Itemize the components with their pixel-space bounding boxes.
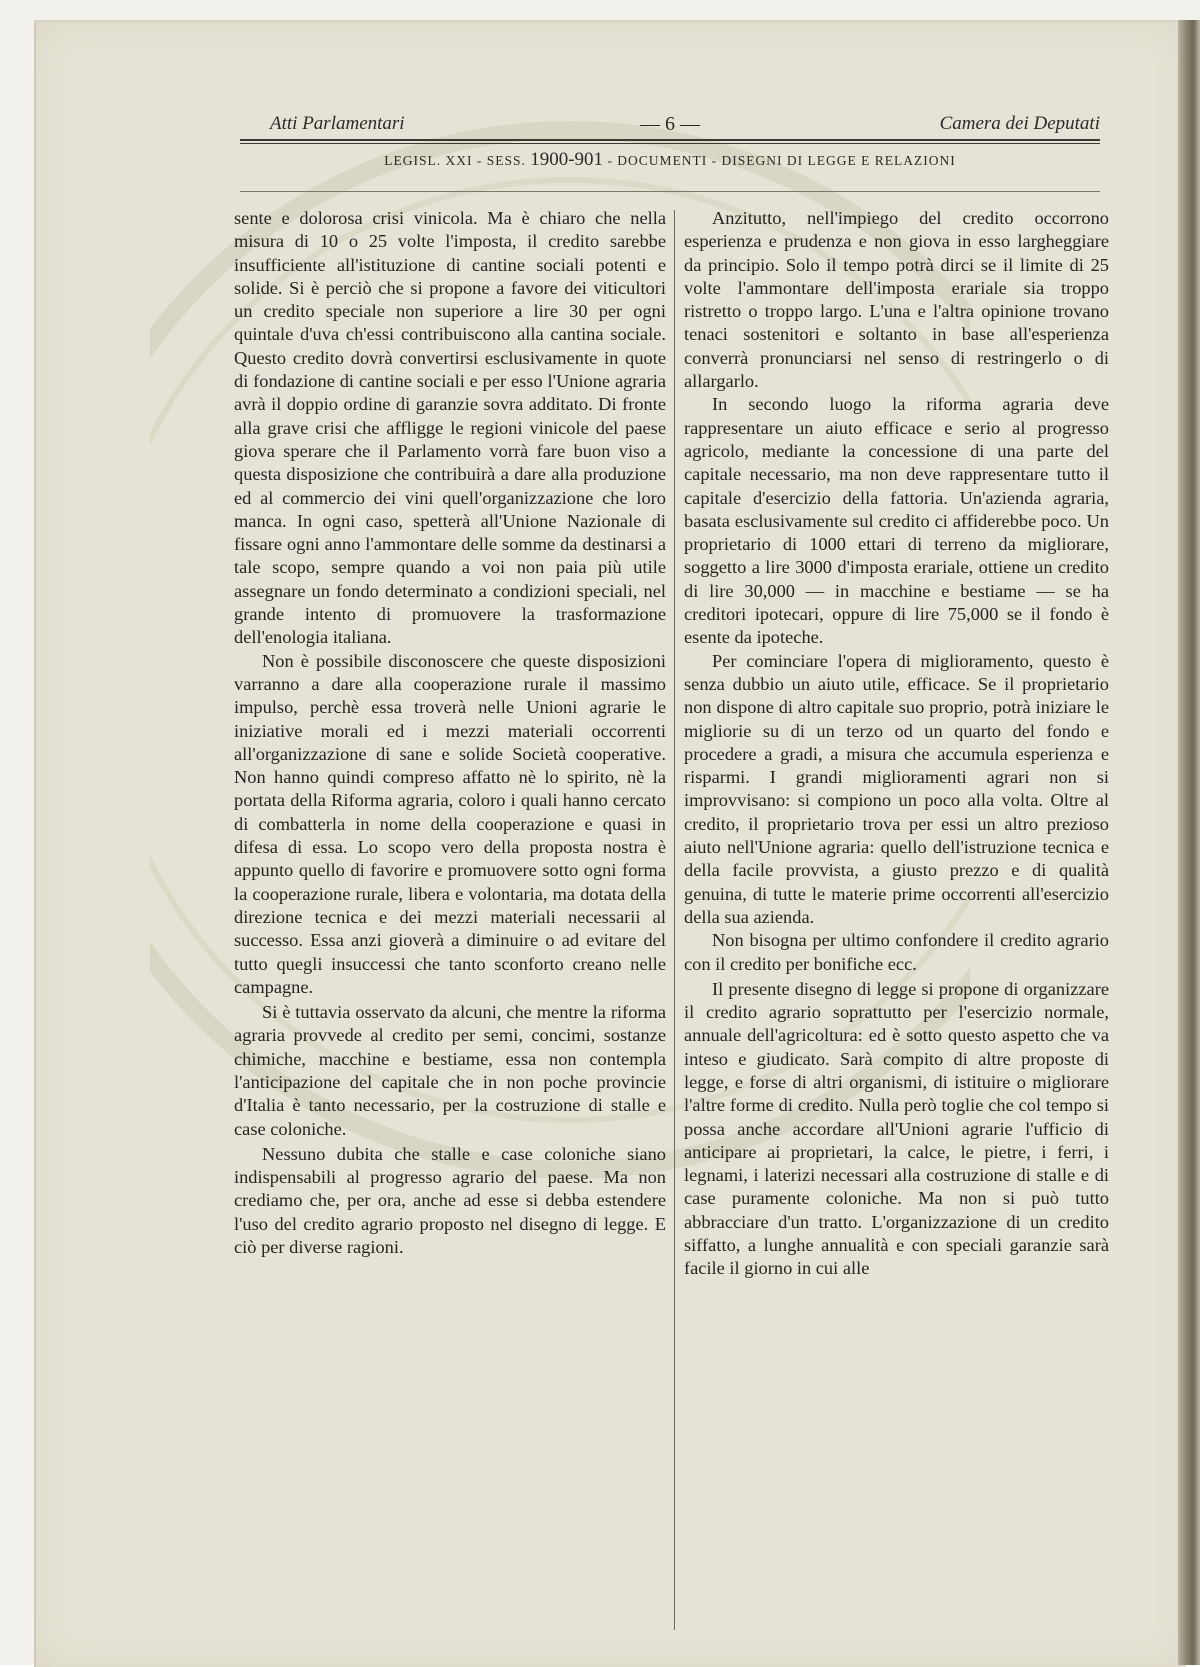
subtitle-post: - DOCUMENTI - DISEGNI DI LEGGE E RELAZIONI — [603, 153, 956, 168]
paragraph: Per cominciare l'opera di miglioramento, questo è senza dubbio un aiuto utile, efficace. Se il proprietario non dispone di altro capitale suo proprio, potrà iniziare le migliorie su di un terzo od un quarto del fondo e procedere a gradi, a misura che accumula esperienza e risparmi. I grandi miglioramenti agrari non si improvvisano: si compiono un poco alla volta. Oltre al credito, il proprietario trova per essi un altro prezioso aiuto nell'Unione agraria: quello dell'istruzione tecnica e della facile provvista, a giusto prezzo e di qualità genuina, di tutte le materie prime occorrenti all'esercizio della sua azienda. — [684, 650, 1109, 927]
paragraph: Il presente disegno di legge si propone di organizzare il credito agrario soprattutto per l'esercizio normale, annuale dell'agricoltura: ed è sotto questo aspetto che va inteso e giudicato. Sarà compito di altre proposte di legge, e forse di altri organismi, di istituire o migliorare l'altre forme di credito. Nulla però toglie che col tempo si possa anche accordare all'Unioni agrarie l'ufficio di anticipare ai proprietari, la calce, le pietre, i ferri, i legnami, i laterizi necessari alla costruzione di stalle e di case puramente coloniche. Ma non si può tutto abbracciare d'un tratto. L'organizzazione di un credito siffatto, a lunghe annualità e con speciali garanzie sarà facile il giorno in cui alle — [684, 978, 1109, 1279]
paragraph: In secondo luogo la riforma agraria deve rappresentare un aiuto efficace e serio al progresso agricolo, mediante la concessione di una parte del capitale necessario, ma non deve rappresentare tutto il capitale d'esercizio della fattoria. Un'azienda agraria, basata esclusivamente sul credito ci affiderebbe poco. Un proprietario di 1000 ettari di terreno da migliorare, soggetto a lire 3000 d'imposta erariale, ottiene un credito di lire 30,000 — in macchine e bestiame — se ha creditori ipotecari, oppure di lire 75,000 se il fondo è esente da ipoteche. — [684, 394, 1109, 648]
column-divider — [674, 210, 675, 1630]
header-subtitle — [240, 149, 1100, 171]
paragraph: Nessuno dubita che stalle e case coloniche siano indispensabili al progresso agrario del paese. Ma non crediamo che, per ora, anche ad esse si debba estendere l'uso del credito agrario proposto nel disegno di legge. E ciò per diverse ragioni. — [234, 1143, 666, 1258]
page-header — [240, 113, 1100, 173]
left-column — [234, 207, 666, 1259]
header-bottom-rule — [240, 191, 1100, 192]
subtitle-pre: LEGISL. XXI - SESS. — [384, 153, 531, 168]
paragraph: sente e dolorosa crisi vinicola. Ma è chiaro che nella misura di 10 o 25 volte l'imposta, il credito sarebbe insufficiente all'istituzione di cantine sociali potenti e solide. Si è perciò che si propone a favore dei viticultori un credito speciale non superiore a lire 30 per ogni quintale d'uva ch'essi contribuiscono alla cantina sociale. Questo credito dovrà convertirsi esclusivamente in quote di fondazione di cantine sociali e per esso l'Unione agraria avrà il doppio ordine di garanzie sovra additato. Di fronte alla grave crisi che affligge le regioni vinicole del paese giova sperare che il Parlamento vorrà fare buon viso a questa disposizione che contribuirà a dare alla produzione ed al commercio dei vini quell'organizzazione che loro manca. In ogni caso, spetterà all'Unione Nazionale di fissare ogni anno l'ammontare delle somme da destinarsi a tale scopo, sempre quando a voi non paia più utile assegnare un fondo determinato a condizioni speciali, nel grande intento di promuovere la trasformazione dell'enologia italiana. — [234, 208, 666, 648]
paragraph: Non è possibile disconoscere che queste disposizioni varranno a dare alla cooperazione rurale il massimo impulso, perchè essa troverà nelle Unioni agrarie le iniziative morali ed i mezzi materiali occorrenti all'organizzazione di sane e solide Società cooperative. Non hanno quindi compreso affatto nè lo spirito, nè la portata della Riforma agraria, coloro i quali hanno cercato di combatterla in nome della cooperazione e quasi in difesa di essa. Lo scopo vero della proposta nostra è appunto quello di favorire e promuovere sotto ogni forma la cooperazione rurale, libera e volontaria, ma dotata della direzione tecnica e dei mezzi materiali necessarii al successo. Essa anzi gioverà a diminuire o ad evitare del tutto quegli insuccessi che tanto sconforto creano nelle campagne. — [234, 650, 666, 997]
header-right-title: Camera dei Deputati — [939, 113, 1100, 134]
page-number: — 6 — — [640, 113, 700, 135]
paragraph: Anzitutto, nell'impiego del credito occorrono esperienza e prudenza e non giova in esso largheggiare da principio. Solo il tempo potrà dirci se il limite di 25 volte l'ammontare dell'imposta erariale sia troppo ristretto o troppo largo. L'una e l'altra opinione trovano tenaci sostenitori e soltanto in base all'esperienza converrà pronunciarsi nel senso di restringerlo o di allargarlo. — [684, 208, 1109, 392]
paragraph: Si è tuttavia osservato da alcuni, che mentre la riforma agraria provvede al credito per semi, concimi, sostanze chimiche, macchine e bestiame, essa non contempla l'anticipazione del capitale che in non poche provincie d'Italia è tanto necessario, per la costruzione di stalle e case coloniche. — [234, 1002, 666, 1139]
header-left-title: Atti Parlamentari — [270, 113, 405, 134]
header-rule-thin — [240, 143, 1100, 144]
book-spine — [1178, 20, 1200, 1665]
subtitle-year: 1900-901 — [530, 149, 604, 170]
header-rule — [240, 139, 1100, 141]
right-column — [684, 207, 1109, 1281]
paragraph: Non bisogna per ultimo confondere il credito agrario con il credito per bonifiche ecc. — [684, 930, 1109, 974]
